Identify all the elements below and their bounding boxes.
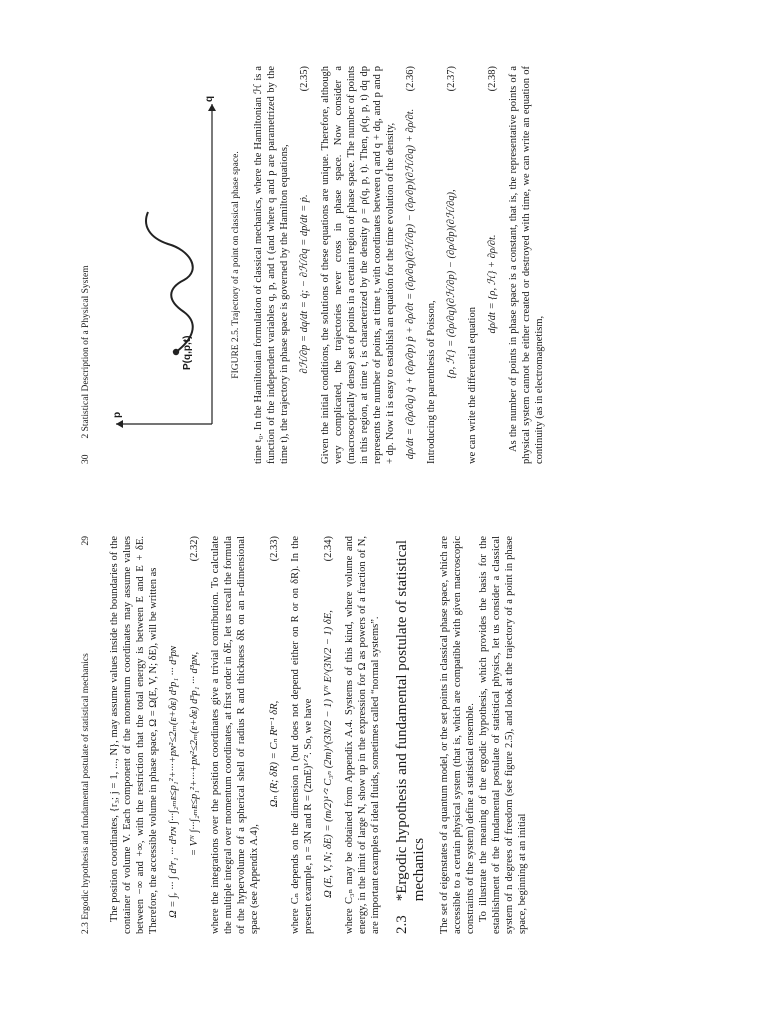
equation	[298, 66, 312, 464]
paragraph: Given the initial conditions, the solutions of these equations are unique. Therefore, although very complicated, the trajectories never cross in phase space. Now consider a (macroscopically dense) set of points in a certain region of phase space. The number of points in this region, at time t, is characterized by the density ρ = ρ(q, p, t). Then, ρ(q, p, t) dq dp represents the number of points, at time t, with coordinates between q and q + dq, and p and p + dp. Now it is easy to establish an equation for the time evolution of the density,	[320, 66, 396, 464]
section-heading	[394, 536, 428, 934]
equation-number: (2.34)	[323, 536, 334, 562]
p-axis-arrow	[116, 420, 123, 428]
q-axis-label: q	[204, 95, 215, 102]
page-number: 30	[81, 454, 91, 464]
section-title: *Ergodic hypothesis and fundamental postulate of statistical mechanics	[394, 539, 427, 902]
running-head-title: 2 Statistical Description of a Physical System	[81, 265, 91, 439]
equation	[268, 536, 282, 934]
page-number: 29	[81, 536, 91, 546]
point-label: P(q,p,t)	[182, 335, 193, 370]
equation-number: (2.37)	[446, 66, 457, 92]
running-head	[80, 66, 92, 464]
equation-number: (2.32)	[189, 536, 200, 562]
equation	[404, 66, 418, 464]
equation	[167, 536, 181, 934]
equation-body: Ω = ∫ᵥ ··· ∫ d³r₁ ··· d³rɴ ∫···∫₂ₘᴇ≤p₁²+···+pɴ²≤2ₘ(ᴇ+δᴇ) d³p₁ ··· d³pɴ	[168, 645, 179, 918]
figure-caption: FIGURE 2.5. Trajectory of a point on classical phase space.	[231, 151, 241, 379]
paragraph: To illustrate the meaning of the ergodic hypothesis, which provides the basis for the establishment of the fundamental postulate of statistical physics, let us consider a classical system of n degrees of freedom (see figure 2.5), and look at the trajectory of a point in phase space, beginning at an initial	[478, 536, 528, 934]
paragraph: The set of eigenstates of a quantum model, or the set points in classical phase space, which are accessible to a certain physical system (that is, which are compatible with given macroscopic constraints of the system) define a statistical ensemble.	[439, 536, 476, 934]
equation-number: (2.38)	[487, 66, 498, 92]
p-axis-label: p	[112, 411, 123, 418]
page-30	[80, 66, 700, 464]
running-head	[80, 536, 92, 934]
paragraph: The position coordinates, {r₃; j = 1, ..., N}, may assume values inside the boundaries of the container of volume V. Each component of the momentum coordinates may assume values between −∞ and +∞, with the restriction that the total energy is between E and E + δE. Therefore, the accessible volume in phase space, Ω = Ω(E, V, N; δE), will be written as	[109, 536, 159, 934]
running-head-title: 2.3 Ergodic hypothesis and fundamental postulate of statistical mechanics	[81, 653, 91, 934]
phase-space-diagram	[108, 66, 228, 464]
equation-body: Ω (E, V, N; δE) = (m/2)¹ᐟ² C₃ₙ (2m)^(3N/2 − 1) Vᴺ E^(3N/2 − 1) δE,	[323, 610, 334, 898]
paragraph: we can write the differential equation	[467, 307, 478, 464]
equation-body: = Vᴺ ∫···∫₂ₘᴇ≤p₁²+···+pɴ²≤2ₘ(ᴇ+δᴇ) d³p₁ ··· d³pɴ,	[189, 651, 200, 857]
figure-phase-space	[108, 66, 228, 464]
equation-number: (2.33)	[269, 536, 280, 562]
trajectory-curve	[146, 212, 193, 352]
equation-body: dρ/dt = {ρ, ℋ} + ∂ρ/∂t.	[487, 234, 498, 334]
paragraph: where Cₙ depends on the dimension n (but does not depend either on R or on δR). In the present example, n = 3N and R = (2mE)¹ᐟ². So, we have	[290, 536, 314, 934]
paragraph: time t₀. In the Hamiltonian formulation of classical mechanics, where the Hamiltonian ℋ is a function of the independent variables q, p, and t (and where q and p are parametrized by the time t), the trajectory in phase space is governed by the Hamilton equations,	[253, 66, 290, 464]
equation-number: (2.35)	[299, 66, 310, 92]
equation-body: ∂ℋ/∂p = dq/dt = q̇; − ∂ℋ/∂q = dp/dt = ṗ.	[299, 194, 310, 374]
equation-body: dρ/dt = (∂ρ/∂q) q̇ + (∂ρ/∂p) ṗ + ∂ρ/∂t = (∂ρ/∂q)(∂ℋ/∂p) − (∂ρ/∂p)(∂ℋ/∂q) + ∂ρ/∂t.	[405, 108, 416, 460]
equation	[322, 536, 336, 934]
page-29	[80, 536, 700, 934]
equation	[445, 66, 459, 464]
paragraph: where the integrations over the position coordinates give a trivial contribution. To calculate the multiple integral over momentum coordinates, at first order in δE, let us recall the formula of the hypervolume of a spherical shell of radius R and thickness δR on an n-dimensional space (see Appendix A.4),	[210, 536, 260, 934]
q-axis-arrow	[208, 104, 216, 111]
paragraph: where C₃ₙ may be obtained from Appendix A.4. Systems of this kind, where volume and energy, in the limit of large N, show up in the expression for Ω as powers of a fraction of N, are important examples of ideal fluids, sometimes called “normal systems”.	[344, 536, 381, 934]
equation	[188, 536, 202, 934]
trajectory-point	[173, 349, 179, 355]
equation-body: {ρ, ℋ} = (∂ρ/∂q)(∂ℋ/∂p) − (∂ρ/∂p)(∂ℋ/∂q),	[446, 189, 457, 379]
equation-number: (2.36)	[405, 66, 416, 92]
section-number: 2.3	[394, 915, 410, 934]
equation-body: Ωₙ (R; δR) = Cₙ Rⁿ⁻¹ δR,	[269, 700, 280, 808]
paragraph: Introducing the parenthesis of Poisson,	[426, 300, 437, 464]
equation	[486, 66, 500, 464]
paragraph: As the number of points in phase space is a constant, that is, the representative points of a physical system cannot be either created or destroyed with time, we can write an equation of continuity (as in electromagnetism,	[508, 66, 545, 464]
